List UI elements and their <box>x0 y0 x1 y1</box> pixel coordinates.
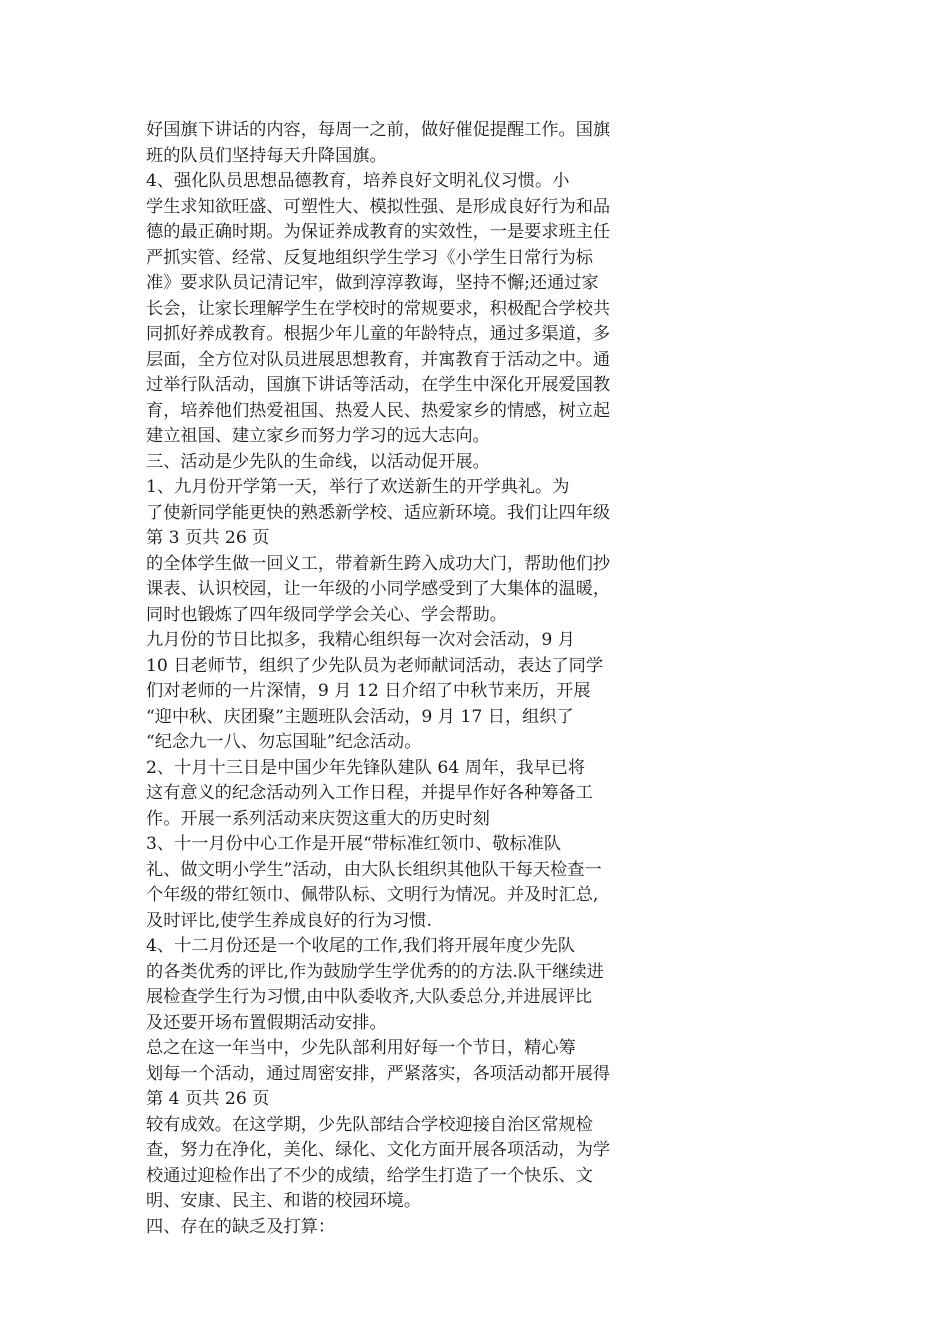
text-line: 2、十月十三日是中国少年先锋队建队 64 周年，我早已将 <box>146 757 586 778</box>
text-line: 们对老师的一片深情，9 月 12 日介绍了中秋节来历，开展 <box>146 681 591 701</box>
text-line: “迎中秋、庆团聚”主题班队会活动，9 月 17 日，组织了 <box>146 706 574 727</box>
text-line: 及还要开场布置假期活动安排。 <box>146 1012 387 1033</box>
page-footer: 第 3 页共 26 页 <box>146 528 270 548</box>
document-body <box>146 118 666 1240</box>
text-line: 同抓好养成教育。根据少年儿童的年龄特点，通过多渠道，多 <box>146 324 611 344</box>
text-line: 10 日老师节，组织了少先队员为老师献词活动，表达了同学 <box>146 655 604 676</box>
text-line: 好国旗下讲话的内容，每周一之前，做好催促提醒工作。国旗 <box>146 120 611 140</box>
text-line: 作。开展一系列活动来庆贺这重大的历史时刻 <box>146 808 490 829</box>
text-line: 严抓实管、经常、反复地组织学生学习《小学生日常行为标 <box>146 247 593 268</box>
text-line: 了使新同学能更快的熟悉新学校、适应新环境。我们让四年级 <box>146 502 611 523</box>
page-footer: 第 4 页共 26 页 <box>146 1089 270 1109</box>
text-line: 总之在这一年当中，少先队部利用好每一个节日，精心筹 <box>146 1038 576 1058</box>
text-line: 校通过迎检作出了不少的成绩，给学生打造了一个快乐、文 <box>146 1165 593 1186</box>
section-heading: 四、存在的缺乏及打算： <box>146 1216 336 1237</box>
text-line: 划每一个活动，通过周密安排，严紧落实，各项活动都开展得 <box>146 1063 611 1084</box>
text-line: 1、九月份开学第一天，举行了欢送新生的开学典礼。为 <box>146 477 570 497</box>
text-line: 层面，全方位对队员进展思想教育，并寓教育于活动之中。通 <box>146 349 611 370</box>
text-line: 及时评比,使学生养成良好的行为习惯. <box>146 910 432 931</box>
text-line: 查，努力在净化，美化、绿化、文化方面开展各项活动，为学 <box>146 1140 611 1160</box>
text-line: 九月份的节日比拟多，我精心组织每一次对会活动，9 月 <box>146 630 575 650</box>
text-line: 同时也锻炼了四年级同学学会关心、学会帮助。 <box>146 604 507 625</box>
text-line: 较有成效。在这学期，少先队部结合学校迎接自治区常规检 <box>146 1114 593 1135</box>
text-line: 的各类优秀的评比,作为鼓励学生学优秀的的方法.队干继续进 <box>146 961 604 982</box>
text-line: 4、十二月份还是一个收尾的工作,我们将开展年度少先队 <box>146 936 575 956</box>
text-line: 礼、做文明小学生”活动，由大队长组织其他队干每天检查一 <box>146 859 602 880</box>
text-line: 育，培养他们热爱祖国、热爱人民、热爱家乡的情感，树立起 <box>146 400 611 421</box>
text-line: 这有意义的纪念活动列入工作日程，并提早作好各种筹备工 <box>146 783 593 803</box>
text-line: 建立祖国、建立家乡而努力学习的远大志向。 <box>146 426 490 446</box>
text-line: 展检查学生行为习惯,由中队委收齐,大队委总分,并进展评比 <box>146 987 593 1007</box>
text-line: 4、强化队员思想品德教育，培养良好文明礼仪习惯。小 <box>146 171 570 191</box>
text-line: 过举行队活动，国旗下讲话等活动，在学生中深化开展爱国教 <box>146 375 611 395</box>
text-line: “纪念九一八、勿忘国耻”纪念活动。 <box>146 732 422 752</box>
text-line: 的全体学生做一回义工，带着新生跨入成功大门，帮助他们抄 <box>146 553 611 574</box>
text-line: 课表、认识校园，让一年级的小同学感受到了大集体的温暖， <box>146 579 611 599</box>
section-heading: 三、活动是少先队的生命线，以活动促开展。 <box>146 451 490 472</box>
text-line: 准》要求队员记清记牢，做到淳淳教诲，坚持不懈;还通过家 <box>146 273 599 293</box>
text-line: 班的队员们坚持每天升降国旗。 <box>146 145 387 166</box>
text-line: 德的最正确时期。为保证养成教育的实效性，一是要求班主任 <box>146 222 611 242</box>
text-line: 长会，让家长理解学生在学校时的常规要求，积极配合学校共 <box>146 298 611 319</box>
text-line: 3、十一月份中心工作是开展“带标准红领巾、敬标准队 <box>146 834 562 854</box>
text-line: 明、安康、民主、和谐的校园环境。 <box>146 1191 422 1211</box>
text-line: 个年级的带红领巾、佩带队标、文明行为情况。并及时汇总, <box>146 885 599 905</box>
text-line: 学生求知欲旺盛、可塑性大、模拟性强、是形成良好行为和品 <box>146 196 611 217</box>
